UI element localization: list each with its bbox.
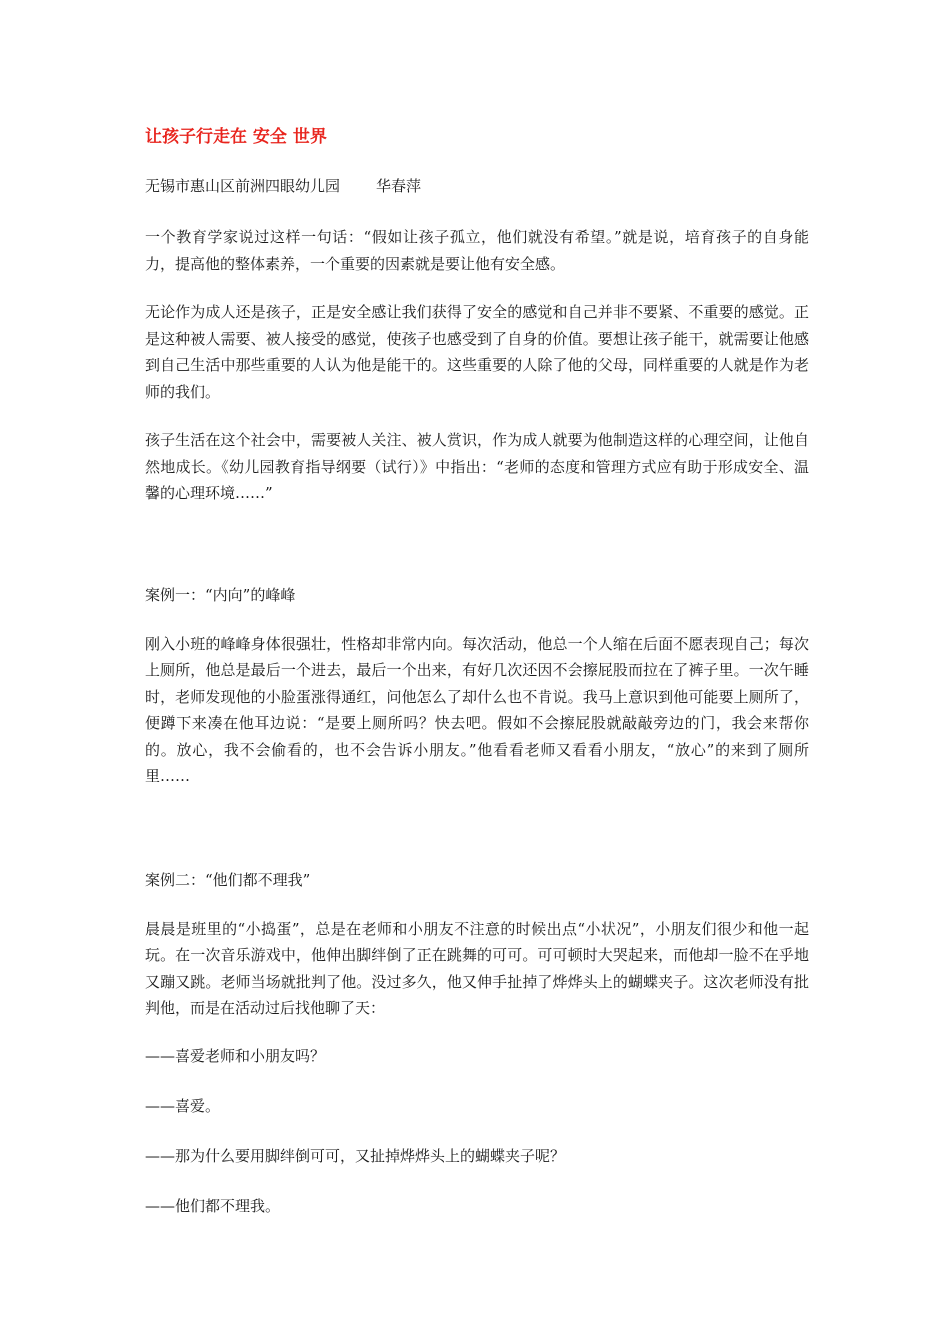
dialog-line-4: ——他们都不理我。 <box>145 1196 281 1215</box>
author-line <box>145 174 809 198</box>
intro-paragraph-1: 一个教育学家说过这样一句话：“假如让孩子孤立，他们就没有希望。”就是说，培育孩子的自身能力，提高他的整体素养，一个重要的因素就是要让他有安全感。 <box>145 228 809 273</box>
intro-paragraph-2: 无论作为成人还是孩子，正是安全感让我们获得了安全的感觉和自己并非不要紧、不重要的感觉。正是这种被人需要、被人接受的感觉，使孩子也感受到了自身的价值。要想让孩子能干，就需要让他感到自己生活中那些重要的人认为他是能干的。这些重要的人除了他的父母，同样重要的人就是作为老师的我们。 <box>145 303 809 401</box>
dialog-line-2: ——喜爱。 <box>145 1096 221 1115</box>
document-title: 让孩子行走在 安全 世界 <box>145 127 327 147</box>
dialog-line-1: ——喜爱老师和小朋友吗？ <box>145 1046 326 1065</box>
intro-paragraph-3: 孩子生活在这个社会中，需要被人关注、被人赏识，作为成人就要为他制造这样的心理空间，让他自然地成长。《幼儿园教育指导纲要（试行）》中指出：“老师的态度和管理方式应有助于形成安全、温馨的心理环境……” <box>145 431 809 502</box>
case1-paragraph: 刚入小班的峰峰身体很强壮，性格却非常内向。每次活动，他总一个人缩在后面不愿表现自己；每次上厕所，他总是最后一个进去，最后一个出来，有好几次还因不会擦屁股而拉在了裤子里。一次午睡时，老师发现他的小脸蛋涨得通红，问他怎么了却什么也不肯说。我马上意识到他可能要上厕所了，便蹲下来凑在他耳边说：“是要上厕所吗？快去吧。假如不会擦屁股就敲敲旁边的门，我会来帮你的。放心，我不会偷看的，也不会告诉小朋友。”他看看老师又看看小朋友，“放心”的来到了厕所里…… <box>145 634 809 785</box>
author-name: 华春萍 <box>376 177 422 195</box>
dialog-line-3: ——那为什么要用脚绊倒可可，又扯掉烨烨头上的蝴蝶夹子呢？ <box>145 1146 566 1165</box>
author-organization: 无锡市惠山区前洲四眼幼儿园 <box>145 177 341 195</box>
case2-title: 案例二：“他们都不理我” <box>145 870 311 889</box>
case1-title: 案例一：“内向”的峰峰 <box>145 585 296 604</box>
case2-paragraph: 晨晨是班里的“小捣蛋”，总是在老师和小朋友不注意的时候出点“小状况”，小朋友们很少和他一起玩。在一次音乐游戏中，他伸出脚绊倒了正在跳舞的可可。可可顿时大哭起来，而他却一脸不在乎地又蹦又跳。老师当场就批判了他。没过多久，他又伸手扯掉了烨烨头上的蝴蝶夹子。这次老师没有批判他，而是在活动过后找他聊了天： <box>145 919 809 1017</box>
document-body <box>145 124 809 1218</box>
